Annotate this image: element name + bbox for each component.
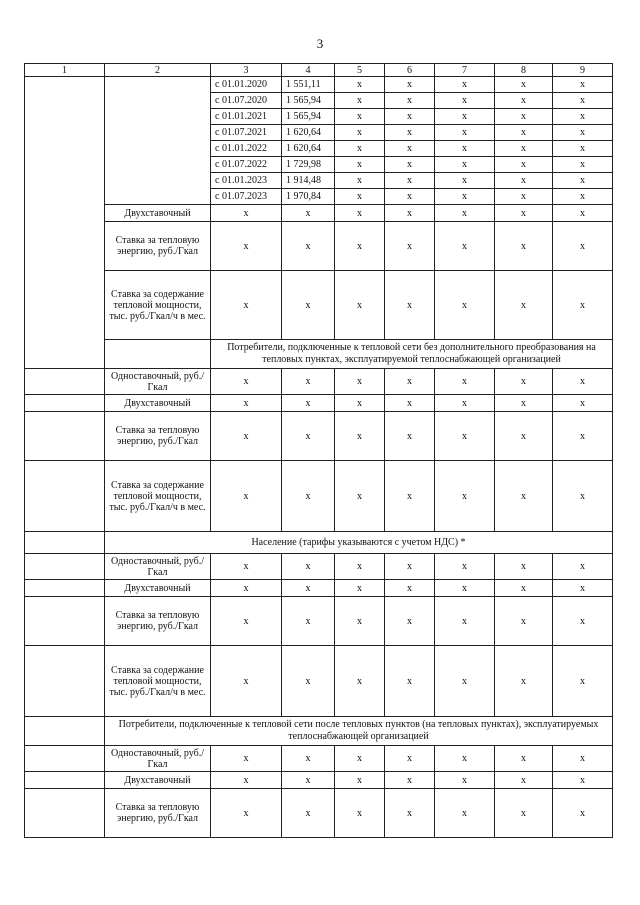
- column-header: 5: [335, 64, 385, 77]
- na-mark: x: [211, 412, 282, 461]
- rate-label: Одноставочный, руб./Гкал: [105, 554, 211, 580]
- table-row: [25, 461, 613, 532]
- na-mark: x: [335, 789, 385, 838]
- table-row: [25, 340, 613, 369]
- na-mark: x: [335, 157, 385, 173]
- na-mark: x: [211, 395, 282, 412]
- na-mark: x: [282, 580, 335, 597]
- group-cell: [25, 717, 105, 746]
- na-mark: x: [435, 580, 495, 597]
- na-mark: x: [282, 646, 335, 717]
- na-mark: x: [435, 461, 495, 532]
- na-mark: x: [553, 789, 613, 838]
- na-mark: x: [335, 271, 385, 340]
- na-mark: x: [495, 789, 553, 838]
- na-mark: x: [495, 125, 553, 141]
- na-mark: x: [553, 461, 613, 532]
- na-mark: x: [282, 789, 335, 838]
- tariff-value: 1 551,11: [282, 77, 335, 93]
- table-row: [25, 369, 613, 395]
- na-mark: x: [335, 580, 385, 597]
- na-mark: x: [385, 789, 435, 838]
- table-row: [25, 746, 613, 772]
- na-mark: x: [495, 772, 553, 789]
- na-mark: x: [385, 554, 435, 580]
- group-cell: [25, 395, 105, 412]
- na-mark: x: [211, 369, 282, 395]
- na-mark: x: [282, 222, 335, 271]
- na-mark: x: [385, 746, 435, 772]
- na-mark: x: [385, 173, 435, 189]
- page-number: 3: [316, 36, 324, 51]
- na-mark: x: [553, 271, 613, 340]
- period-date: с 01.01.2022: [211, 141, 282, 157]
- na-mark: x: [495, 646, 553, 717]
- period-date: с 01.01.2021: [211, 109, 282, 125]
- na-mark: x: [335, 173, 385, 189]
- table-row: [25, 717, 613, 746]
- na-mark: x: [435, 141, 495, 157]
- tariff-value: 1 565,94: [282, 109, 335, 125]
- na-mark: x: [495, 461, 553, 532]
- na-mark: x: [385, 125, 435, 141]
- na-mark: x: [435, 395, 495, 412]
- na-mark: x: [335, 93, 385, 109]
- na-mark: x: [335, 746, 385, 772]
- table-row: [25, 646, 613, 717]
- na-mark: x: [495, 205, 553, 222]
- table-row: [25, 412, 613, 461]
- period-date: с 01.07.2023: [211, 189, 282, 205]
- na-mark: x: [282, 369, 335, 395]
- na-mark: x: [385, 395, 435, 412]
- na-mark: x: [553, 93, 613, 109]
- group-cell: [25, 746, 105, 772]
- period-date: с 01.07.2022: [211, 157, 282, 173]
- rate-label: Ставка за тепловую энергию, руб./Гкал: [105, 412, 211, 461]
- tariff-value: 1 565,94: [282, 93, 335, 109]
- na-mark: x: [495, 189, 553, 205]
- na-mark: x: [335, 109, 385, 125]
- na-mark: x: [553, 157, 613, 173]
- na-mark: x: [211, 554, 282, 580]
- na-mark: x: [495, 746, 553, 772]
- na-mark: x: [335, 597, 385, 646]
- tariff-value: 1 620,64: [282, 141, 335, 157]
- na-mark: x: [495, 395, 553, 412]
- na-mark: x: [335, 77, 385, 93]
- na-mark: x: [553, 205, 613, 222]
- na-mark: x: [385, 271, 435, 340]
- na-mark: x: [282, 205, 335, 222]
- na-mark: x: [435, 205, 495, 222]
- na-mark: x: [495, 554, 553, 580]
- group-cell: [25, 412, 105, 461]
- na-mark: x: [495, 93, 553, 109]
- na-mark: x: [553, 109, 613, 125]
- na-mark: x: [435, 93, 495, 109]
- na-mark: x: [282, 271, 335, 340]
- na-mark: x: [385, 77, 435, 93]
- na-mark: x: [335, 646, 385, 717]
- group-cell: [25, 77, 105, 369]
- na-mark: x: [553, 580, 613, 597]
- na-mark: x: [495, 222, 553, 271]
- na-mark: x: [553, 412, 613, 461]
- na-mark: x: [435, 109, 495, 125]
- na-mark: x: [335, 205, 385, 222]
- na-mark: x: [495, 173, 553, 189]
- column-header: 1: [25, 64, 105, 77]
- na-mark: x: [435, 125, 495, 141]
- group-cell: [105, 340, 211, 369]
- na-mark: x: [435, 597, 495, 646]
- na-mark: x: [282, 461, 335, 532]
- na-mark: x: [495, 369, 553, 395]
- na-mark: x: [211, 580, 282, 597]
- na-mark: x: [385, 646, 435, 717]
- na-mark: x: [553, 746, 613, 772]
- na-mark: x: [435, 157, 495, 173]
- na-mark: x: [553, 597, 613, 646]
- na-mark: x: [385, 189, 435, 205]
- na-mark: x: [553, 369, 613, 395]
- section-title: Потребители, подключенные к тепловой сети после тепловых пунктов (на тепловых пунктах), эксплуатируемых теплоснабжающей организацией: [105, 717, 613, 746]
- rate-label: Двухставочный: [105, 395, 211, 412]
- table-row: [25, 580, 613, 597]
- na-mark: x: [435, 746, 495, 772]
- na-mark: x: [335, 222, 385, 271]
- na-mark: x: [435, 369, 495, 395]
- column-header: 8: [495, 64, 553, 77]
- tariff-value: 1 970,84: [282, 189, 335, 205]
- na-mark: x: [211, 461, 282, 532]
- column-header: 7: [435, 64, 495, 77]
- rate-label: Двухставочный: [105, 772, 211, 789]
- na-mark: x: [385, 461, 435, 532]
- na-mark: x: [282, 395, 335, 412]
- na-mark: x: [385, 141, 435, 157]
- rate-label: Ставка за содержание тепловой мощности, тыс. руб./Гкал/ч в мес.: [105, 646, 211, 717]
- na-mark: x: [282, 597, 335, 646]
- table-row: [25, 77, 613, 93]
- table-row: [25, 597, 613, 646]
- na-mark: x: [335, 369, 385, 395]
- na-mark: x: [553, 189, 613, 205]
- group-cell: [25, 789, 105, 838]
- period-date: с 01.01.2020: [211, 77, 282, 93]
- table-row: [25, 205, 613, 222]
- section-title: Население (тарифы указываются с учетом НДС) *: [105, 532, 613, 554]
- na-mark: x: [495, 109, 553, 125]
- rate-label: Ставка за тепловую энергию, руб./Гкал: [105, 597, 211, 646]
- group-cell: [25, 369, 105, 395]
- na-mark: x: [385, 222, 435, 271]
- group-cell: [25, 597, 105, 646]
- rate-label: Двухставочный: [105, 580, 211, 597]
- na-mark: x: [335, 554, 385, 580]
- na-mark: x: [553, 554, 613, 580]
- na-mark: x: [495, 597, 553, 646]
- na-mark: x: [335, 412, 385, 461]
- group-cell: [25, 580, 105, 597]
- na-mark: x: [495, 412, 553, 461]
- na-mark: x: [435, 222, 495, 271]
- table-row: [25, 395, 613, 412]
- na-mark: x: [553, 395, 613, 412]
- tariff-table: [24, 63, 613, 838]
- na-mark: x: [553, 772, 613, 789]
- tariff-value: 1 620,64: [282, 125, 335, 141]
- period-label-cell: [105, 77, 211, 205]
- na-mark: x: [211, 646, 282, 717]
- na-mark: x: [385, 93, 435, 109]
- na-mark: x: [495, 271, 553, 340]
- group-cell: [25, 532, 105, 554]
- rate-label: Ставка за содержание тепловой мощности, тыс. руб./Гкал/ч в мес.: [105, 271, 211, 340]
- na-mark: x: [553, 222, 613, 271]
- period-date: с 01.07.2021: [211, 125, 282, 141]
- na-mark: x: [282, 772, 335, 789]
- na-mark: x: [335, 189, 385, 205]
- na-mark: x: [211, 222, 282, 271]
- tariff-value: 1 729,98: [282, 157, 335, 173]
- table-row: [25, 554, 613, 580]
- table-row: [25, 532, 613, 554]
- na-mark: x: [385, 772, 435, 789]
- na-mark: x: [335, 125, 385, 141]
- column-header: 3: [211, 64, 282, 77]
- column-header: 6: [385, 64, 435, 77]
- na-mark: x: [553, 141, 613, 157]
- na-mark: x: [495, 580, 553, 597]
- section-title: Потребители, подключенные к тепловой сети без дополнительного преобразования на тепловых пунктах, эксплуатируемой теплоснабжающей организацией: [211, 340, 613, 369]
- group-cell: [25, 461, 105, 532]
- table-row: [25, 271, 613, 340]
- na-mark: x: [495, 141, 553, 157]
- na-mark: x: [385, 369, 435, 395]
- column-header: 4: [282, 64, 335, 77]
- na-mark: x: [385, 580, 435, 597]
- na-mark: x: [335, 461, 385, 532]
- na-mark: x: [282, 746, 335, 772]
- table-row: [25, 222, 613, 271]
- na-mark: x: [385, 109, 435, 125]
- group-cell: [25, 646, 105, 717]
- na-mark: x: [385, 157, 435, 173]
- rate-label: Одноставочный, руб./Гкал: [105, 746, 211, 772]
- na-mark: x: [335, 772, 385, 789]
- na-mark: x: [435, 789, 495, 838]
- na-mark: x: [435, 646, 495, 717]
- na-mark: x: [553, 77, 613, 93]
- tariff-value: 1 914,48: [282, 173, 335, 189]
- rate-label: Двухставочный: [105, 205, 211, 222]
- column-header: 2: [105, 64, 211, 77]
- na-mark: x: [553, 173, 613, 189]
- na-mark: x: [335, 141, 385, 157]
- na-mark: x: [435, 554, 495, 580]
- na-mark: x: [495, 77, 553, 93]
- table-row: [25, 772, 613, 789]
- na-mark: x: [211, 271, 282, 340]
- rate-label: Ставка за тепловую энергию, руб./Гкал: [105, 789, 211, 838]
- na-mark: x: [211, 597, 282, 646]
- na-mark: x: [435, 77, 495, 93]
- na-mark: x: [435, 173, 495, 189]
- na-mark: x: [553, 125, 613, 141]
- period-date: с 01.01.2023: [211, 173, 282, 189]
- na-mark: x: [435, 189, 495, 205]
- na-mark: x: [335, 395, 385, 412]
- na-mark: x: [553, 646, 613, 717]
- na-mark: x: [495, 157, 553, 173]
- na-mark: x: [211, 205, 282, 222]
- na-mark: x: [282, 412, 335, 461]
- column-header: 9: [553, 64, 613, 77]
- rate-label: Ставка за тепловую энергию, руб./Гкал: [105, 222, 211, 271]
- table-row: [25, 64, 613, 77]
- period-date: с 01.07.2020: [211, 93, 282, 109]
- na-mark: x: [385, 205, 435, 222]
- group-cell: [25, 554, 105, 580]
- group-cell: [25, 772, 105, 789]
- na-mark: x: [211, 746, 282, 772]
- na-mark: x: [282, 554, 335, 580]
- na-mark: x: [385, 412, 435, 461]
- na-mark: x: [385, 597, 435, 646]
- table-row: [25, 789, 613, 838]
- rate-label: Одноставочный, руб./Гкал: [105, 369, 211, 395]
- na-mark: x: [211, 772, 282, 789]
- rate-label: Ставка за содержание тепловой мощности, тыс. руб./Гкал/ч в мес.: [105, 461, 211, 532]
- na-mark: x: [211, 789, 282, 838]
- na-mark: x: [435, 412, 495, 461]
- na-mark: x: [435, 772, 495, 789]
- na-mark: x: [435, 271, 495, 340]
